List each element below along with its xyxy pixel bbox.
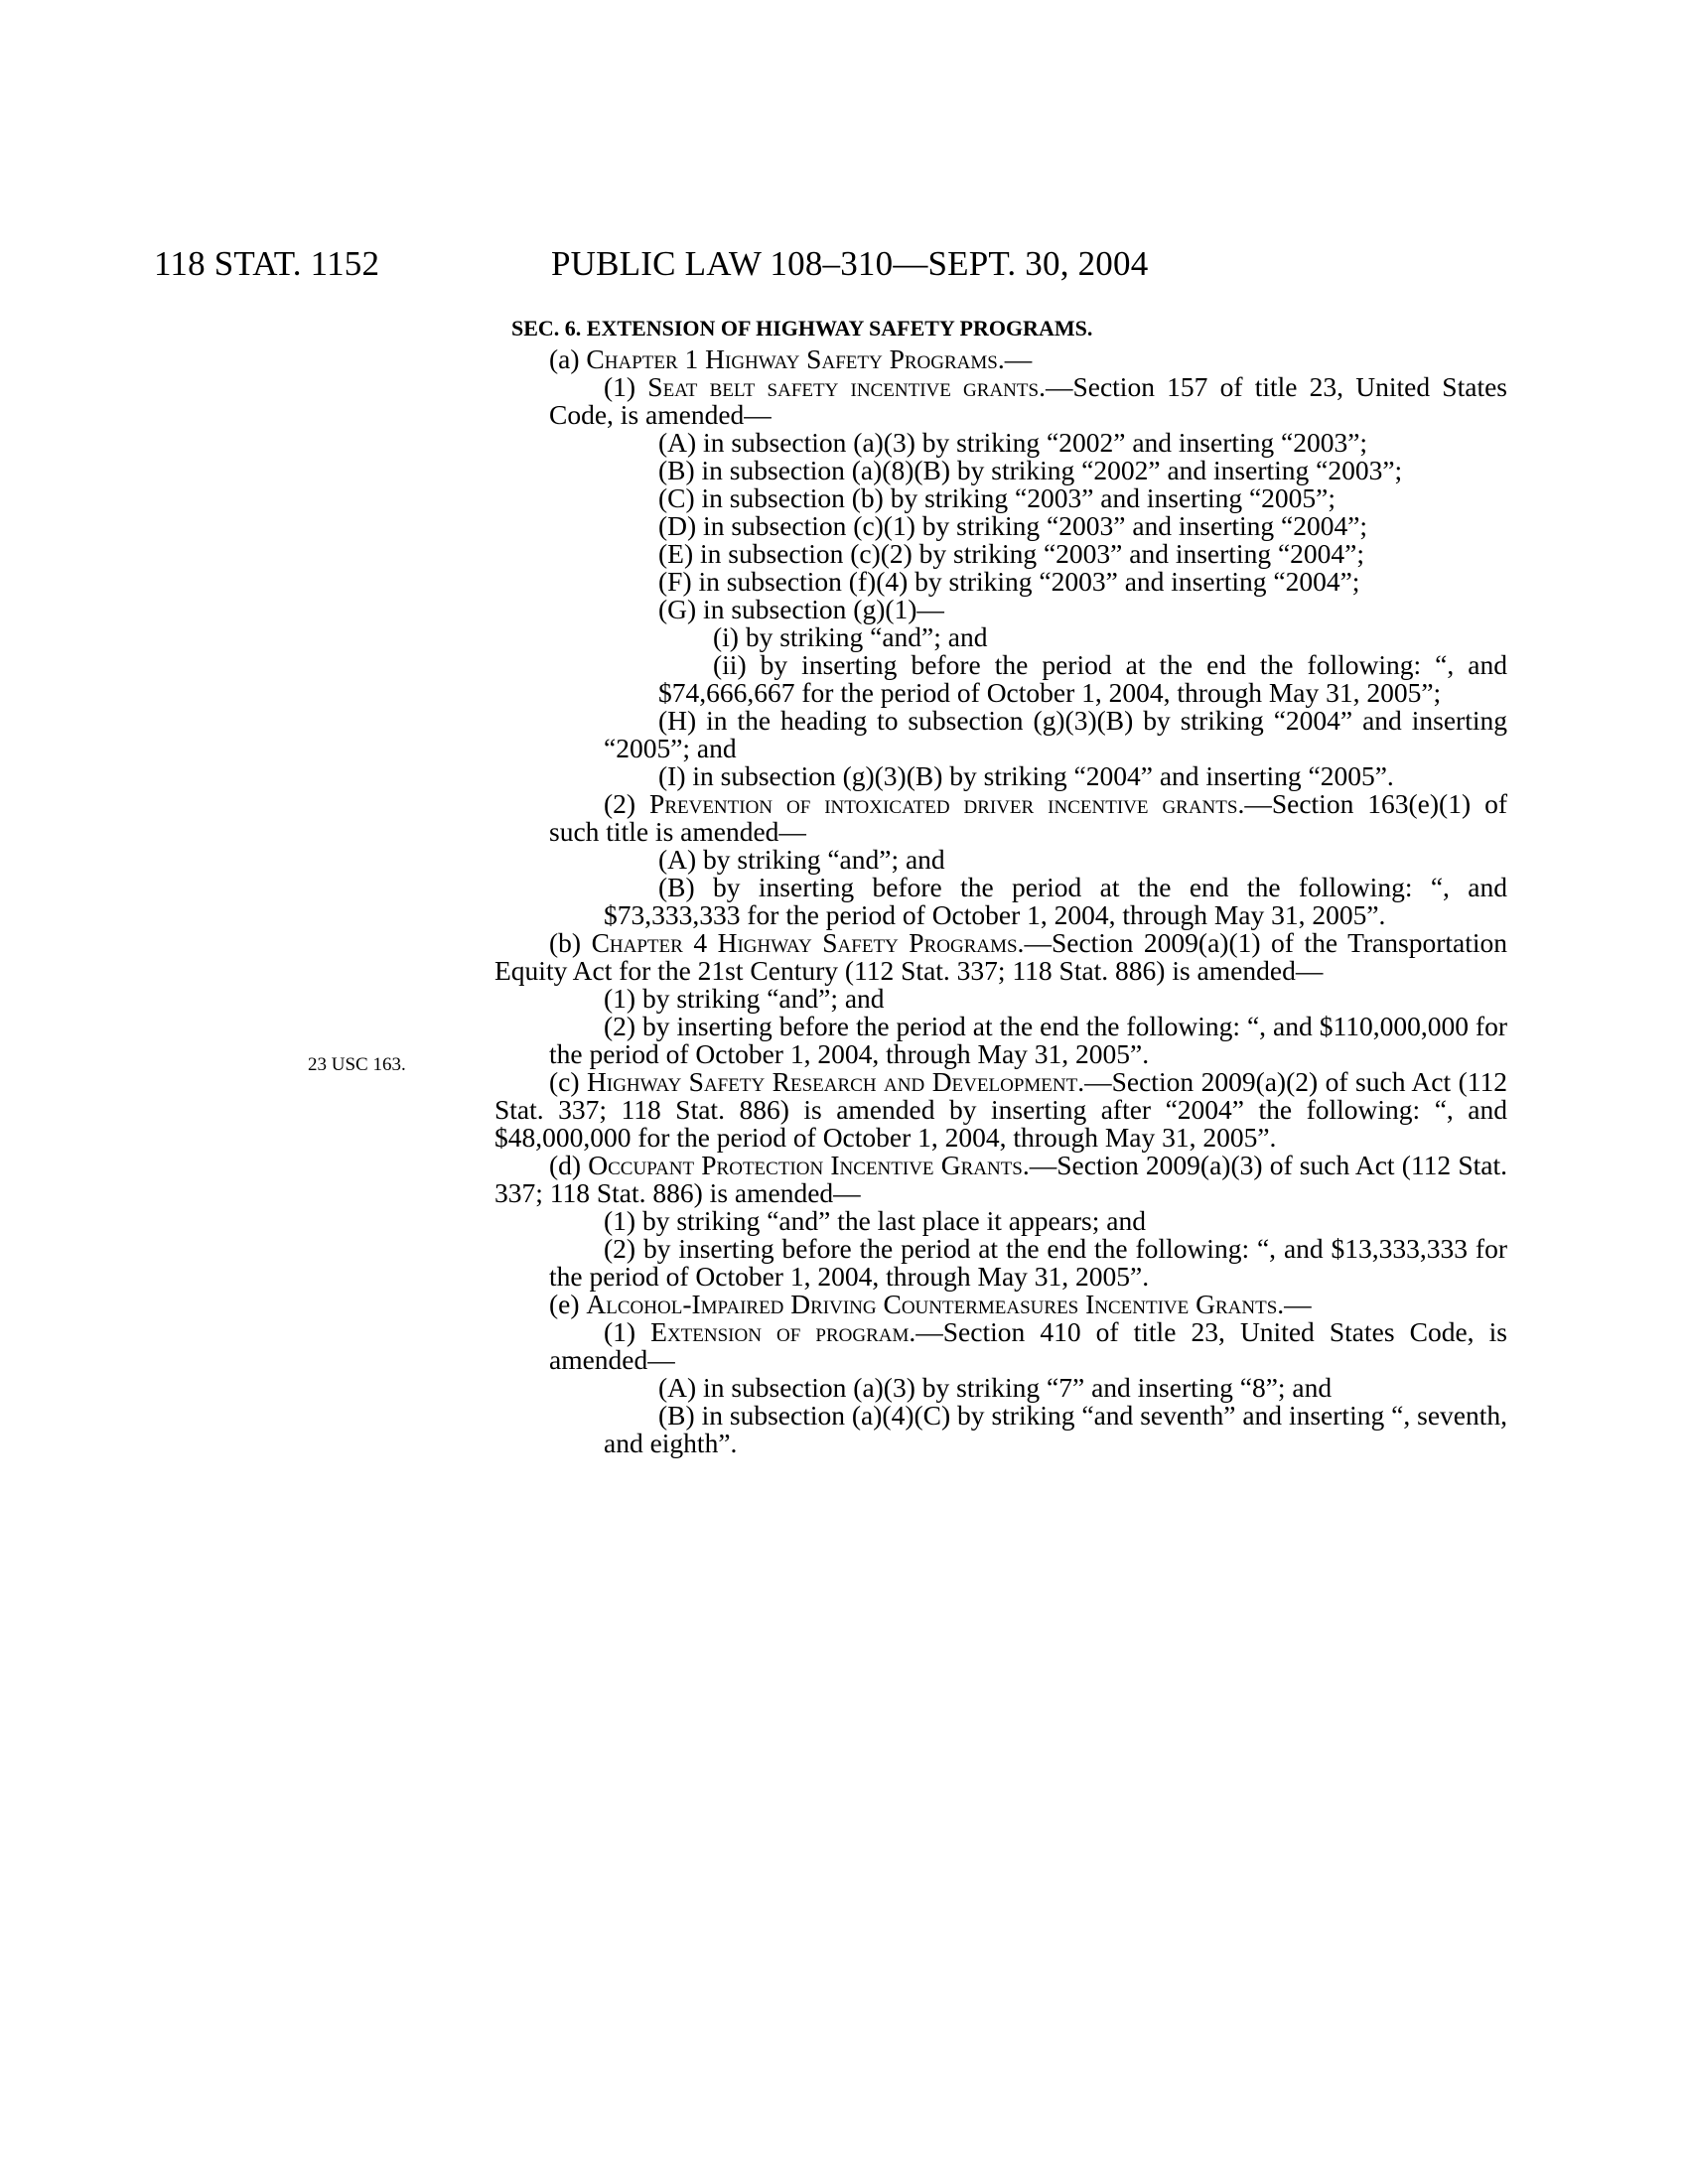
stat-page-number: 118 STAT. 1152: [154, 244, 380, 283]
paragraph-e: (e) Alcohol-Impaired Driving Countermeasures Incentive Grants.—: [549, 1289, 1312, 1319]
paragraph-a-1-E: (E) in subsection (c)(2) by striking “2003” and inserting “2004”;: [658, 538, 1364, 569]
paragraph-a-1-D: (D) in subsection (c)(1) by striking “2003” and inserting “2004”;: [658, 510, 1368, 541]
margin-note: 23 USC 163.: [308, 1054, 406, 1075]
paragraph-d-1: (1) by striking “and” the last place it appears; and: [604, 1205, 1146, 1236]
section-heading: SEC. 6. EXTENSION OF HIGHWAY SAFETY PROGRAMS.: [511, 316, 1093, 341]
paragraph-a-2: (2) Prevention of intoxicated driver incentive grants.—Section 163(e)(1) of such title is amended—: [549, 788, 1507, 847]
paragraph-b-1: (1) by striking “and”; and: [604, 983, 885, 1014]
paragraph-a-1-A: (A) in subsection (a)(3) by striking “2002” and inserting “2003”;: [658, 427, 1368, 458]
paragraph-a: (a) Chapter 1 Highway Safety Programs.—: [549, 343, 1033, 374]
paragraph-a-1-H: (H) in the heading to subsection (g)(3)(B) by striking “2004” and inserting “2005”; and: [604, 705, 1507, 763]
paragraph-b: (b) Chapter 4 Highway Safety Programs.—Section 2009(a)(1) of the Transportation Equity Act for the 21st Century (112 Stat. 337; 118 Stat. 886) is amended—: [494, 927, 1507, 986]
paragraph-e-1-A: (A) in subsection (a)(3) by striking “7” and inserting “8”; and: [658, 1372, 1333, 1403]
paragraph-a-2-A: (A) by striking “and”; and: [658, 844, 945, 875]
paragraph-d-2: (2) by inserting before the period at the end the following: “, and $13,333,333 for the period of October 1, 2004, through May 31, 2005”.: [549, 1233, 1507, 1292]
paragraph-a-1-G: (G) in subsection (g)(1)—: [658, 594, 944, 624]
paragraph-a-1-B: (B) in subsection (a)(8)(B) by striking “2002” and inserting “2003”;: [658, 455, 1403, 485]
paragraph-a-1-C: (C) in subsection (b) by striking “2003” and inserting “2005”;: [658, 482, 1336, 513]
paragraph-a-1-G-ii: (ii) by inserting before the period at the end the following: “, and $74,666,667 for the period of October 1, 2004, through May 31, 2005”;: [658, 649, 1507, 708]
paragraph-e-1-B: (B) in subsection (a)(4)(C) by striking “and seventh” and inserting “, seventh, and eighth”.: [604, 1400, 1507, 1458]
paragraph-a-1-F: (F) in subsection (f)(4) by striking “2003” and inserting “2004”;: [658, 566, 1360, 597]
section-body: [494, 345, 1507, 1457]
paragraph-a-1-I: (I) in subsection (g)(3)(B) by striking “2004” and inserting “2005”.: [658, 760, 1394, 791]
paragraph-a-1: (1) Seat belt safety incentive grants.—Section 157 of title 23, United States Code, is amended—: [549, 371, 1507, 430]
paragraph-a-2-B: (B) by inserting before the period at the end the following: “, and $73,333,333 for the period of October 1, 2004, through May 31, 2005”.: [604, 872, 1507, 930]
paragraph-c: (c) Highway Safety Research and Development.—Section 2009(a)(2) of such Act (112 Stat. 337; 118 Stat. 886) is amended by inserting after “2004” the following: “, and $48,000,000 for the period of October 1, 2004, through May 31, 2005”.: [494, 1066, 1507, 1153]
paragraph-e-1: (1) Extension of program.—Section 410 of title 23, United States Code, is amended—: [549, 1316, 1507, 1375]
paragraph-a-1-G-i: (i) by striking “and”; and: [713, 621, 988, 652]
paragraph-d: (d) Occupant Protection Incentive Grants.—Section 2009(a)(3) of such Act (112 Stat. 337; 118 Stat. 886) is amended—: [494, 1150, 1507, 1208]
running-header-title: PUBLIC LAW 108–310—SEPT. 30, 2004: [551, 244, 1149, 283]
paragraph-b-2: (2) by inserting before the period at the end the following: “, and $110,000,000 for the period of October 1, 2004, through May 31, 2005”.: [549, 1011, 1507, 1069]
